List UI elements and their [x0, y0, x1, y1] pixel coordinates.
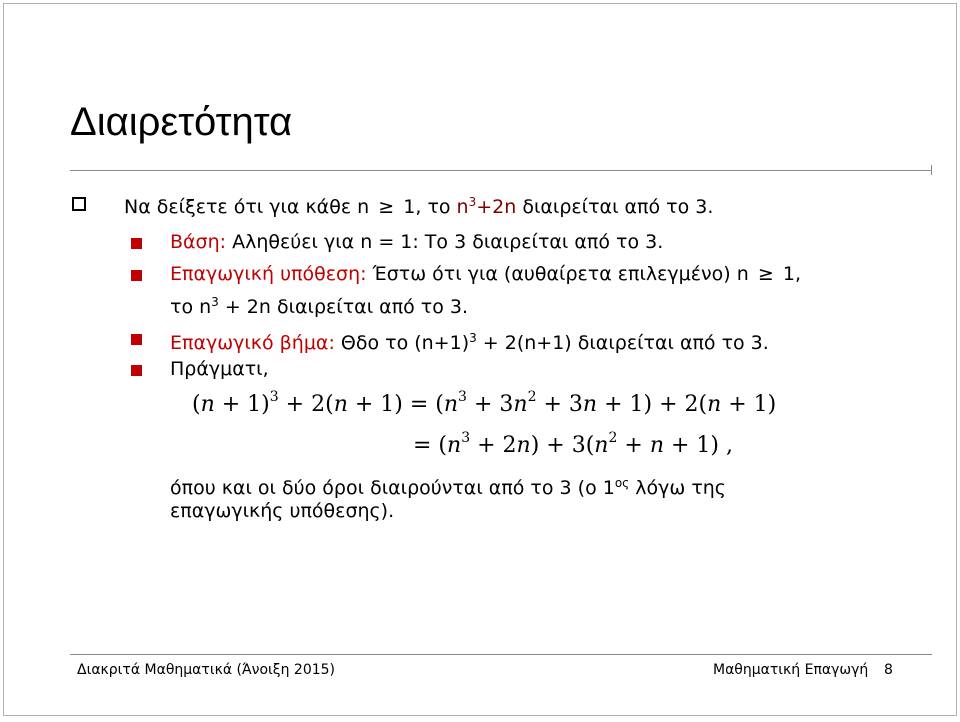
- hypothesis-item: Επαγωγική υπόθεση: Έστω ότι για (αυθαίρετα επιλεγμένο) n ≥ 1,: [170, 263, 801, 285]
- basis-item: Βάση: Αληθεύει για n = 1: Το 3 διαιρείται από το 3.: [170, 231, 664, 253]
- geq-icon: ≥: [378, 196, 395, 218]
- equation-line-2: = $(n^3 + 2n) + 3(n^2 + n + 1)$ ,: [413, 430, 733, 458]
- lead-statement: Να δείξετε ότι για κάθε n ≥ 1, το $n^3+2n$ διαιρείται από το 3.: [124, 195, 714, 218]
- red-square-bullet-icon: [131, 238, 142, 249]
- red-square-bullet-icon: [131, 270, 142, 281]
- red-square-bullet-icon: [131, 365, 142, 376]
- title-divider-tick: [931, 165, 932, 175]
- geq-icon: ≥: [757, 263, 774, 285]
- page-number: 8: [884, 662, 893, 678]
- closing-line-2: επαγωγικής υπόθεσης).: [170, 500, 395, 522]
- footer-topic: Μαθηματική Επαγωγή: [713, 662, 869, 678]
- title-divider: [70, 170, 932, 171]
- red-square-bullet-icon: [131, 334, 142, 345]
- slide: [3, 3, 957, 716]
- slide-title: Διαιρετότητα: [70, 100, 293, 144]
- hypothesis-item-line2: το $n^3 + 2n$ διαιρείται από το 3.: [170, 295, 469, 318]
- step-item: Επαγωγικό βήμα: Θδο το $(n+1)^3 + 2(n+1)$ διαιρείται από το 3.: [170, 331, 769, 354]
- indeed-item: Πράγματι,: [170, 358, 269, 380]
- closing-line-1: όπου και οι δύο όροι διαιρούνται από το 3 (ο $1^{o\varsigma}$ λόγω της: [170, 476, 726, 499]
- equation-line-1: $(n + 1)^3 + 2(n + 1) = (n^3 + 3n^2 + 3n + 1) + 2(n + 1)$: [192, 389, 777, 417]
- footer-course: Διακριτά Μαθηματικά (Άνοιξη 2015): [77, 662, 336, 678]
- footer-divider: [70, 654, 932, 655]
- hollow-square-bullet-icon: [72, 197, 86, 211]
